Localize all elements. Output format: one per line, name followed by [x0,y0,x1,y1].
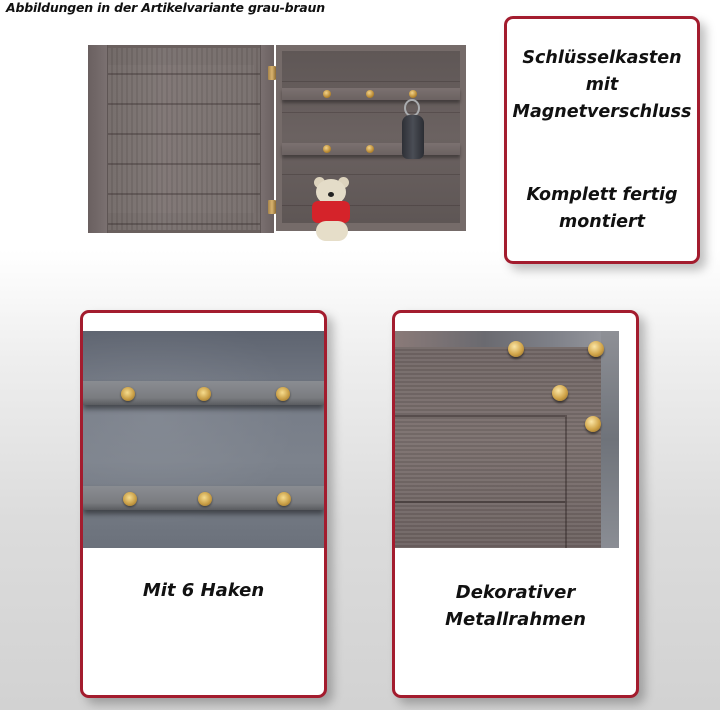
cabinet-door [88,45,274,233]
frame-closeup-image [395,331,619,548]
hook-icon [121,387,135,401]
hook-icon [276,387,290,401]
metal-frame-right [601,331,619,548]
card-heading-assembled [507,182,697,236]
hero-product-image [88,40,466,238]
hook-icon [123,492,137,506]
hooks-closeup-image [83,331,324,548]
feature-card-frame [392,310,639,698]
card-caption-frame [395,579,636,633]
hook-icon [409,90,417,98]
door-frame-left [88,45,108,233]
heading-line: Magnetverschluss [512,102,692,122]
rivet-icon [588,341,604,357]
feature-card-hooks [80,310,327,698]
hook-icon [323,145,331,153]
bear-shirt [312,201,350,223]
hinge-bottom [268,200,276,214]
panel-line-vertical [565,415,567,548]
heading-line: Komplett fertig [526,185,678,205]
bear-nose [328,192,334,197]
caption-line: Metallrahmen [445,609,586,630]
hook-icon [277,492,291,506]
hook-icon [197,387,211,401]
panel-line [395,415,565,417]
feature-card-magnet [504,16,700,264]
panel-line [395,501,565,503]
heading-line: montiert [559,212,645,232]
hook-icon [323,90,331,98]
rivet-icon [585,416,601,432]
rivet-icon [552,385,568,401]
card-heading-magnet [507,45,697,126]
hook-icon [366,90,374,98]
rivet-icon [508,341,524,357]
car-key-fob [402,115,424,159]
hinge-top [268,66,276,80]
variant-caption: Abbildungen in der Artikelvariante grau-braun [6,0,325,15]
card-caption-hooks: Mit 6 Haken [142,580,265,601]
teddy-bear-keychain [308,179,356,243]
cabinet-body [276,45,466,231]
caption-line: Dekorativer [455,582,576,603]
bear-legs [316,221,348,241]
hook-icon [198,492,212,506]
hook-icon [366,145,374,153]
metal-frame-top [395,331,619,347]
heading-line: mit [585,75,619,95]
heading-line: Schlüsselkasten [522,48,682,68]
